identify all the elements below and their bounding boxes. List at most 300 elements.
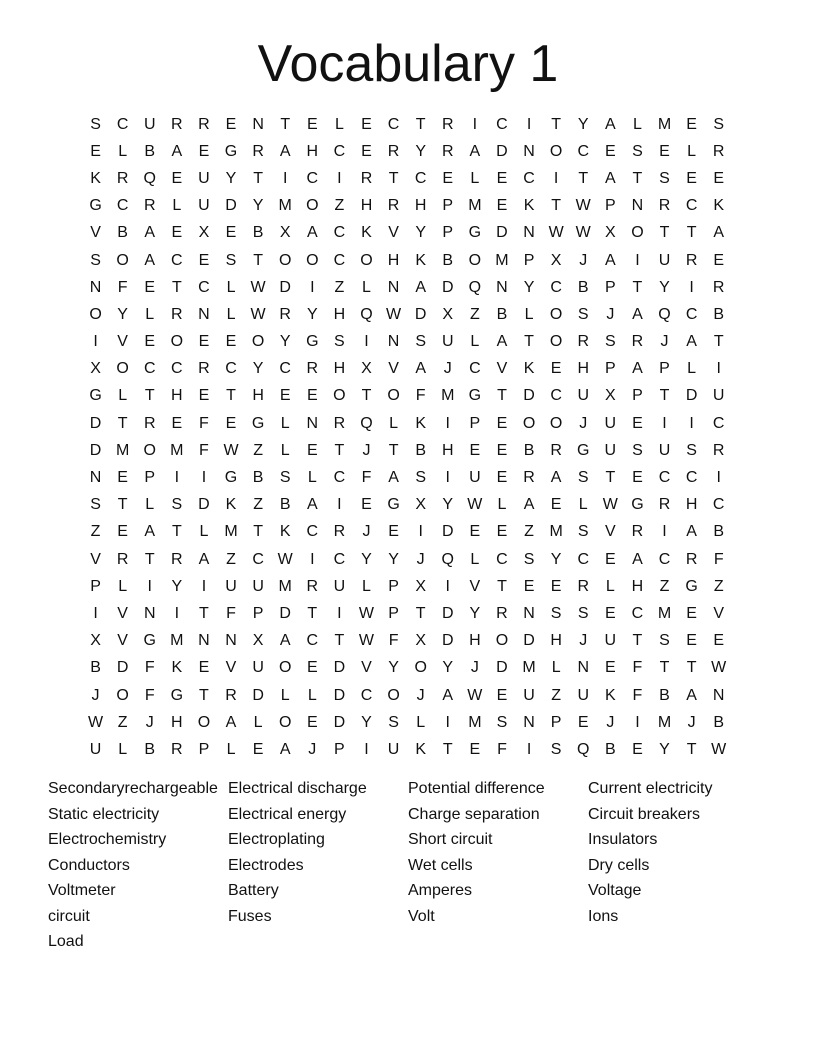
grid-letter: E xyxy=(198,142,210,160)
grid-letter: T xyxy=(524,333,534,351)
grid-letter: K xyxy=(225,496,237,514)
grid-letter: X xyxy=(442,305,454,323)
grid-letter: I xyxy=(147,577,152,595)
grid-letter: O xyxy=(143,441,156,459)
grid-letter: E xyxy=(496,414,508,432)
grid-letter: G xyxy=(89,197,102,215)
grid-letter: T xyxy=(117,496,128,514)
grid-letter: X xyxy=(279,224,291,242)
grid-letter: L xyxy=(226,278,236,296)
grid-letter: S xyxy=(550,604,562,622)
grid-letter: R xyxy=(116,550,129,568)
grid-letter: M xyxy=(468,713,482,731)
grid-letter: H xyxy=(360,197,373,215)
grid-letter: C xyxy=(631,604,644,622)
grid-letter: L xyxy=(199,523,209,541)
grid-letter: S xyxy=(632,142,643,160)
word-list-item: Load xyxy=(48,933,84,950)
grid-letter: E xyxy=(686,604,697,622)
grid-letter: I xyxy=(282,169,288,187)
grid-letter: C xyxy=(333,550,346,568)
grid-letter: E xyxy=(496,523,508,541)
grid-letter: O xyxy=(170,333,184,351)
grid-letter: O xyxy=(306,197,319,215)
grid-letter: C xyxy=(550,278,562,296)
grid-letter: O xyxy=(468,251,482,269)
grid-letter: W xyxy=(358,632,375,650)
grid-letter: F xyxy=(713,550,724,568)
grid-letter: O xyxy=(631,224,644,242)
grid-letter: I xyxy=(201,469,207,487)
grid-letter: W xyxy=(87,713,104,731)
grid-letter: K xyxy=(171,659,183,677)
grid-letter: J xyxy=(687,713,696,731)
word-list-item: Electroplating xyxy=(228,831,325,848)
grid-letter: I xyxy=(364,740,369,758)
grid-letter: I xyxy=(662,523,667,541)
grid-letter: O xyxy=(278,251,292,269)
grid-letter: T xyxy=(361,387,372,405)
grid-letter: A xyxy=(686,686,697,704)
grid-letter: B xyxy=(496,305,508,323)
grid-letter: A xyxy=(415,360,426,378)
grid-letter: G xyxy=(306,333,319,351)
grid-letter: Y xyxy=(659,278,670,296)
grid-letter: P xyxy=(388,604,399,622)
grid-letter: D xyxy=(333,713,346,731)
grid-letter: E xyxy=(469,523,481,541)
grid-letter: C xyxy=(171,251,183,269)
grid-letter: I xyxy=(310,550,315,568)
grid-letter: W xyxy=(602,496,618,514)
grid-letter: T xyxy=(415,115,426,133)
grid-letter: S xyxy=(550,740,562,758)
word-list-item: Static electricity xyxy=(48,805,160,823)
grid-letter: T xyxy=(605,469,616,487)
grid-letter: C xyxy=(143,360,156,378)
grid-letter: D xyxy=(414,305,427,323)
grid-letter: S xyxy=(496,713,508,731)
grid-letter: T xyxy=(497,577,507,595)
grid-letter: G xyxy=(143,632,156,650)
grid-letter: E xyxy=(117,469,128,487)
grid-letter: R xyxy=(631,523,644,541)
grid-letter: N xyxy=(198,305,210,323)
grid-letter: L xyxy=(226,305,236,323)
grid-letter: Q xyxy=(360,305,373,323)
grid-letter: N xyxy=(631,197,644,215)
grid-letter: I xyxy=(93,604,98,622)
word-list-item: Electrochemistry xyxy=(48,831,167,848)
grid-letter: C xyxy=(333,224,346,242)
grid-letter: I xyxy=(445,469,450,487)
grid-letter: L xyxy=(172,197,182,215)
grid-letter: C xyxy=(116,115,129,133)
grid-letter: D xyxy=(441,278,454,296)
grid-letter: F xyxy=(361,469,372,487)
grid-letter: O xyxy=(549,333,563,351)
grid-letter: L xyxy=(389,414,399,432)
grid-letter: S xyxy=(577,305,589,323)
grid-letter: I xyxy=(635,713,640,731)
grid-letter: M xyxy=(115,441,130,459)
word-list-item: circuit xyxy=(48,907,90,925)
grid-letter: X xyxy=(90,632,101,650)
grid-letter: G xyxy=(89,387,102,405)
grid-letter: O xyxy=(522,414,536,432)
grid-letter: X xyxy=(550,251,562,269)
grid-letter: A xyxy=(144,251,156,269)
grid-letter: D xyxy=(333,659,346,677)
grid-letter: V xyxy=(117,604,128,622)
grid-letter: R xyxy=(577,333,590,351)
word-list-item: Fuses xyxy=(228,907,272,925)
grid-letter: T xyxy=(144,550,155,568)
grid-letter: M xyxy=(441,387,455,405)
grid-letter: I xyxy=(445,414,450,432)
grid-letter: I xyxy=(526,740,532,758)
grid-letter: B xyxy=(117,224,128,242)
grid-letter: E xyxy=(550,577,562,595)
word-list-item: Electrodes xyxy=(228,856,304,874)
grid-letter: Y xyxy=(577,115,589,133)
grid-letter: Q xyxy=(360,414,373,432)
grid-letter: L xyxy=(118,387,128,405)
grid-letter: I xyxy=(364,333,369,351)
grid-letter: K xyxy=(523,197,535,215)
grid-letter: C xyxy=(198,278,210,296)
grid-letter: R xyxy=(279,305,291,323)
grid-letter: E xyxy=(306,713,318,731)
grid-letter: O xyxy=(360,251,373,269)
grid-letter: P xyxy=(469,414,481,432)
grid-letter: E xyxy=(550,496,562,514)
grid-letter: V xyxy=(469,577,481,595)
grid-letter: S xyxy=(90,496,101,514)
grid-letter: U xyxy=(658,251,671,269)
grid-letter: P xyxy=(388,577,399,595)
grid-letter: N xyxy=(225,632,237,650)
grid-letter: E xyxy=(496,686,508,704)
grid-letter: E xyxy=(225,414,237,432)
grid-letter: T xyxy=(578,169,589,187)
grid-letter: G xyxy=(387,496,400,514)
grid-letter: J xyxy=(145,713,154,731)
letter-grid xyxy=(82,111,732,764)
grid-letter: T xyxy=(388,169,399,187)
grid-letter: D xyxy=(89,441,102,459)
grid-letter: L xyxy=(362,577,371,595)
grid-letter: A xyxy=(632,550,643,568)
grid-letter: R xyxy=(523,469,535,487)
grid-letter: E xyxy=(361,496,372,514)
grid-letter: O xyxy=(387,686,400,704)
grid-letter: P xyxy=(144,469,156,487)
grid-letter: A xyxy=(279,142,291,160)
grid-letter: H xyxy=(685,496,698,514)
grid-letter: C xyxy=(685,197,698,215)
grid-letter: W xyxy=(548,224,564,242)
grid-letter: C xyxy=(333,142,346,160)
grid-letter: S xyxy=(686,441,697,459)
grid-letter: F xyxy=(415,387,426,405)
grid-letter: M xyxy=(522,659,536,677)
grid-letter: S xyxy=(659,632,670,650)
word-list-item: Voltmeter xyxy=(48,882,116,899)
grid-letter: V xyxy=(225,659,237,677)
grid-letter: S xyxy=(577,523,589,541)
grid-letter: X xyxy=(198,224,210,242)
grid-letter: R xyxy=(171,115,183,133)
grid-letter: S xyxy=(713,115,725,133)
grid-letter: O xyxy=(495,632,509,650)
grid-letter: Q xyxy=(441,550,454,568)
grid-letter: V xyxy=(388,360,399,378)
grid-letter: B xyxy=(252,224,264,242)
grid-letter: M xyxy=(657,115,672,133)
grid-letter: W xyxy=(386,305,402,323)
grid-letter: T xyxy=(334,441,345,459)
grid-letter: K xyxy=(415,414,426,432)
grid-letter: R xyxy=(658,496,671,514)
grid-letter: J xyxy=(606,713,615,731)
grid-letter: N xyxy=(523,142,535,160)
grid-letter: O xyxy=(278,659,292,677)
grid-letter: U xyxy=(658,441,671,459)
grid-letter: C xyxy=(523,169,535,187)
grid-letter: F xyxy=(199,414,209,432)
grid-letter: F xyxy=(144,659,155,677)
grid-letter: J xyxy=(579,251,588,269)
grid-letter: R xyxy=(198,115,210,133)
grid-letter: T xyxy=(226,387,236,405)
grid-letter: O xyxy=(414,659,427,677)
grid-letter: H xyxy=(441,441,454,459)
grid-letter: W xyxy=(358,604,375,622)
grid-letter: N xyxy=(143,604,156,622)
word-list-item: Insulators xyxy=(588,831,658,848)
grid-letter: U xyxy=(712,387,725,405)
grid-letter: A xyxy=(604,251,616,269)
word-list-item: Ions xyxy=(588,907,619,925)
grid-letter: R xyxy=(387,142,400,160)
grid-letter: R xyxy=(685,251,698,269)
grid-letter: N xyxy=(387,278,400,296)
grid-letter: G xyxy=(631,496,644,514)
grid-letter: A xyxy=(632,305,643,323)
grid-letter: K xyxy=(90,169,101,187)
grid-letter: R xyxy=(171,305,183,323)
grid-letter: H xyxy=(171,387,183,405)
grid-letter: C xyxy=(496,115,508,133)
word-list-item: Electrical discharge xyxy=(228,780,367,797)
grid-letter: H xyxy=(171,713,183,731)
grid-letter: F xyxy=(226,604,236,622)
grid-letter: H xyxy=(333,305,346,323)
grid-letter: V xyxy=(496,360,508,378)
grid-letter: L xyxy=(307,686,317,704)
grid-letter: I xyxy=(174,604,180,622)
grid-letter: E xyxy=(388,523,399,541)
grid-letter: C xyxy=(306,523,319,541)
grid-letter: C xyxy=(306,169,319,187)
grid-letter: H xyxy=(414,197,427,215)
grid-letter: P xyxy=(442,224,454,242)
grid-letter: L xyxy=(551,659,561,677)
grid-letter: U xyxy=(333,577,346,595)
grid-letter: C xyxy=(225,360,237,378)
grid-letter: E xyxy=(442,169,454,187)
grid-letter: U xyxy=(523,686,535,704)
grid-letter: E xyxy=(686,632,697,650)
grid-letter: R xyxy=(631,333,644,351)
grid-letter: Z xyxy=(90,523,101,541)
grid-letter: P xyxy=(632,387,643,405)
grid-letter: V xyxy=(90,224,101,242)
grid-letter: I xyxy=(93,333,98,351)
grid-letter: C xyxy=(116,197,129,215)
grid-letter: R xyxy=(198,360,210,378)
grid-letter: G xyxy=(251,414,265,432)
grid-letter: L xyxy=(118,740,128,758)
grid-letter: C xyxy=(171,360,183,378)
grid-letter: S xyxy=(225,251,237,269)
grid-letter: W xyxy=(250,305,266,323)
grid-letter: A xyxy=(632,360,643,378)
grid-letter: Q xyxy=(143,169,156,187)
grid-letter: N xyxy=(496,278,508,296)
grid-letter: R xyxy=(685,550,698,568)
grid-letter: C xyxy=(469,360,481,378)
grid-letter: E xyxy=(252,740,264,758)
grid-letter: B xyxy=(415,441,426,459)
grid-letter: J xyxy=(660,333,669,351)
grid-letter: K xyxy=(415,251,426,269)
grid-letter: E xyxy=(604,142,616,160)
grid-letter: E xyxy=(361,115,372,133)
grid-letter: B xyxy=(279,496,291,514)
grid-letter: O xyxy=(116,251,129,269)
grid-letter: T xyxy=(144,387,155,405)
grid-letter: R xyxy=(252,142,264,160)
grid-letter: Z xyxy=(469,305,480,323)
grid-letter: X xyxy=(415,577,426,595)
grid-letter: E xyxy=(171,169,183,187)
grid-letter: R xyxy=(550,441,562,459)
grid-letter: U xyxy=(143,115,156,133)
grid-letter: M xyxy=(278,577,292,595)
grid-letter: G xyxy=(224,142,238,160)
grid-letter: U xyxy=(252,659,264,677)
grid-letter: Y xyxy=(415,224,426,242)
grid-letter: A xyxy=(279,632,291,650)
grid-letter: E xyxy=(550,360,562,378)
grid-letter: Y xyxy=(306,305,318,323)
grid-letter: Z xyxy=(713,577,724,595)
grid-letter: T xyxy=(713,333,724,351)
grid-letter: O xyxy=(89,305,102,323)
grid-letter: S xyxy=(604,333,616,351)
grid-letter: A xyxy=(144,523,156,541)
grid-letter: Z xyxy=(334,278,345,296)
grid-letter: U xyxy=(252,577,264,595)
grid-letter: E xyxy=(577,713,589,731)
grid-letter: N xyxy=(252,115,264,133)
grid-letter: R xyxy=(143,197,156,215)
grid-letter: W xyxy=(467,496,483,514)
grid-letter: F xyxy=(117,278,128,296)
grid-letter: V xyxy=(117,333,128,351)
grid-letter: M xyxy=(549,523,563,541)
grid-letter: T xyxy=(388,441,399,459)
grid-letter: F xyxy=(144,686,155,704)
grid-letter: R xyxy=(306,360,319,378)
grid-letter: L xyxy=(524,305,534,323)
grid-letter: W xyxy=(575,224,591,242)
grid-letter: T xyxy=(632,169,643,187)
grid-letter: B xyxy=(90,659,101,677)
grid-letter: Y xyxy=(659,740,670,758)
grid-letter: L xyxy=(145,305,155,323)
grid-letter: X xyxy=(252,632,264,650)
grid-letter: V xyxy=(361,659,372,677)
grid-letter: S xyxy=(90,115,101,133)
grid-letter: E xyxy=(198,251,210,269)
grid-letter: D xyxy=(333,686,346,704)
grid-letter: M xyxy=(657,604,672,622)
grid-letter: E xyxy=(144,278,156,296)
grid-letter: K xyxy=(415,740,426,758)
grid-letter: Y xyxy=(415,142,426,160)
grid-letter: H xyxy=(333,360,346,378)
grid-letter: P xyxy=(252,604,264,622)
grid-letter: H xyxy=(252,387,264,405)
grid-letter: T xyxy=(551,197,562,215)
grid-letter: X xyxy=(415,632,426,650)
grid-letter: O xyxy=(278,713,292,731)
grid-letter: J xyxy=(579,414,588,432)
word-list-item: Wet cells xyxy=(408,856,473,874)
grid-letter: E xyxy=(171,224,183,242)
grid-letter: O xyxy=(333,387,346,405)
grid-letter: E xyxy=(496,169,508,187)
grid-letter: B xyxy=(442,251,454,269)
grid-letter: U xyxy=(441,333,454,351)
grid-letter: I xyxy=(445,577,450,595)
word-list-item: Electrical energy xyxy=(228,805,347,823)
grid-letter: Y xyxy=(117,305,128,323)
grid-letter: T xyxy=(117,414,128,432)
grid-letter: R xyxy=(225,686,237,704)
grid-letter: T xyxy=(686,224,697,242)
word-list-item: Secondaryrechargeable xyxy=(48,780,218,797)
grid-letter: A xyxy=(171,142,183,160)
grid-letter: Y xyxy=(252,197,264,215)
grid-letter: Y xyxy=(171,577,183,595)
grid-letter: R xyxy=(387,197,400,215)
grid-letter: E xyxy=(686,169,697,187)
grid-letter: T xyxy=(253,251,263,269)
grid-letter: D xyxy=(252,686,264,704)
grid-letter: R xyxy=(116,169,129,187)
grid-letter: M xyxy=(657,713,672,731)
grid-letter: R xyxy=(441,115,454,133)
grid-letter: B xyxy=(713,523,725,541)
grid-letter: E xyxy=(604,550,616,568)
grid-letter: U xyxy=(577,387,590,405)
grid-letter: B xyxy=(577,278,589,296)
word-list-item: Circuit breakers xyxy=(588,805,701,823)
